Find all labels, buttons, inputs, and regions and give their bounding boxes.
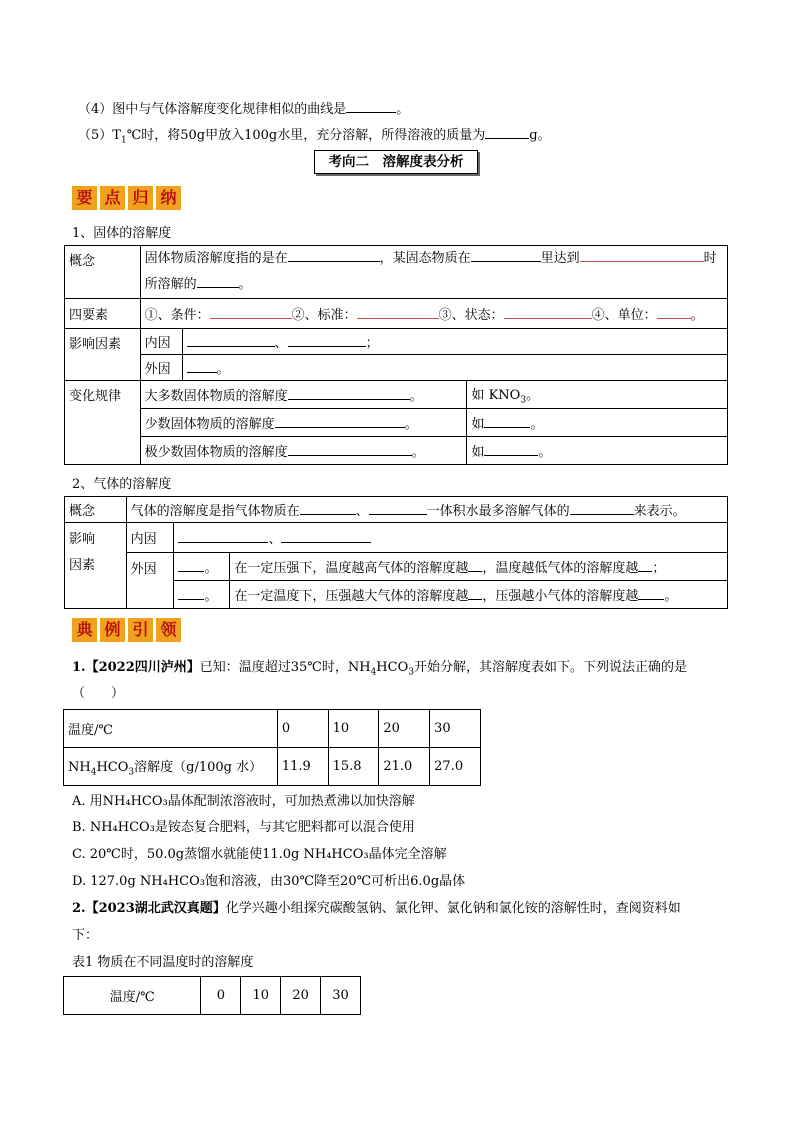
q1-option-c: C. 20℃时，50.0g蒸馏水就能使11.0g NH₄HCO₃晶体完全溶解 — [72, 847, 447, 862]
q1-paren: （ ） — [72, 686, 125, 701]
concept-cell: 固体物质溶解度指的是在 ，某固态物质在 里达到 时 所溶解的 。 — [140, 246, 727, 299]
question-4: （4）图中与气体溶解度变化规律相似的曲线是 。 — [78, 98, 409, 117]
q1-option-a: A. 用NH₄HCO₃晶体配制浓溶液时，可加热煮沸以加快溶解 — [72, 794, 415, 809]
q1-stem: 1.【2022四川泸州】已知：温度超过35℃时，$NH_4HCO_3$开始分解，其溶解度表如下。下列说法正确的是 — [72, 660, 687, 678]
gas-concept-label: 概念 — [65, 497, 127, 523]
q1-option-b: B. NH₄HCO₃是铵态复合肥料，与其它肥料都可以混合使用 — [72, 820, 415, 835]
four-elements-cell: ①、条件： ②、标准： ③、状态： ④、单位： 。 — [140, 299, 727, 329]
nh4hco3-table: 温度/℃ 0 10 20 30 $NH_4HCO_3$溶解度（g/100g 水） 11.9 15.8 21.0 27.0 — [63, 709, 481, 786]
q1-option-d: D. 127.0g NH₄HCO₃饱和溶液，由30℃降至20℃可析出6.0g晶体 — [72, 874, 466, 889]
concept-label: 概念 — [65, 246, 141, 299]
q2-stem: 2.【2023湖北武汉真题】化学兴趣小组探究碳酸氢钠、氯化钾、氯化钠和氯化铵的溶解性时，查阅资料如 — [72, 901, 681, 916]
gas-factor-label: 影响 因素 — [65, 523, 127, 609]
factor-label: 影响因素 — [65, 329, 141, 381]
q2-table-caption: 表1 物质在不同温度时的溶解度 — [72, 955, 254, 970]
solubility-row-label: $NH_4HCO_3$溶解度（g/100g 水） — [64, 748, 278, 786]
answer-blank — [346, 99, 396, 113]
key-points-badge: 要 点 归 纳 — [72, 186, 181, 210]
rule-label: 变化规律 — [65, 381, 141, 465]
solid-solubility-table: 概念 固体物质溶解度指的是在 ，某固态物质在 里达到 时 所溶解的 。 四要素 ①、条件： ②、标准： ③、状态： ④、单位： 。 影响因素 内因 、 ； 外因 。 变化规律 大多数固体物质的溶解度 。 如 $KNO_3$。 少数固体物质的溶解度 。 如 。 极少数固体物质的溶解度 。 如 。 — [64, 245, 728, 465]
section-title: 考向二 溶解度表分析 — [314, 150, 478, 174]
inner-label: 内因 — [140, 329, 182, 355]
q2-stem-cont: 下： — [72, 928, 99, 943]
question-5: $(5)T_1℃$时，将50g甲放入100g水里，充分溶解，所得溶液的质量为 g。 — [78, 124, 551, 146]
part2-heading: 2、气体的溶解度 — [72, 477, 172, 492]
outer-label: 外因 — [140, 355, 182, 381]
part1-heading: 1、固体的溶解度 — [72, 226, 172, 241]
four-elements-label: 四要素 — [65, 299, 141, 329]
examples-badge: 典 例 引 领 — [72, 618, 181, 642]
gas-solubility-table: 概念 气体的溶解度是指气体物质在 、 一体积水最多溶解气体的 来表示。 影响 因素 内因 、 外因 。 在一定压强下，温度越高气体的溶解度越 ，温度越低气体的溶解度越 ； 。 在一定温度下，压强越大气体的溶解度越 ，压强越小气体的溶解度越 。 — [64, 496, 728, 609]
answer-blank — [485, 125, 529, 139]
temp-header: 温度/℃ — [64, 710, 278, 748]
q2-solubility-table: 温度/℃ 0 10 20 30 — [63, 976, 361, 1015]
